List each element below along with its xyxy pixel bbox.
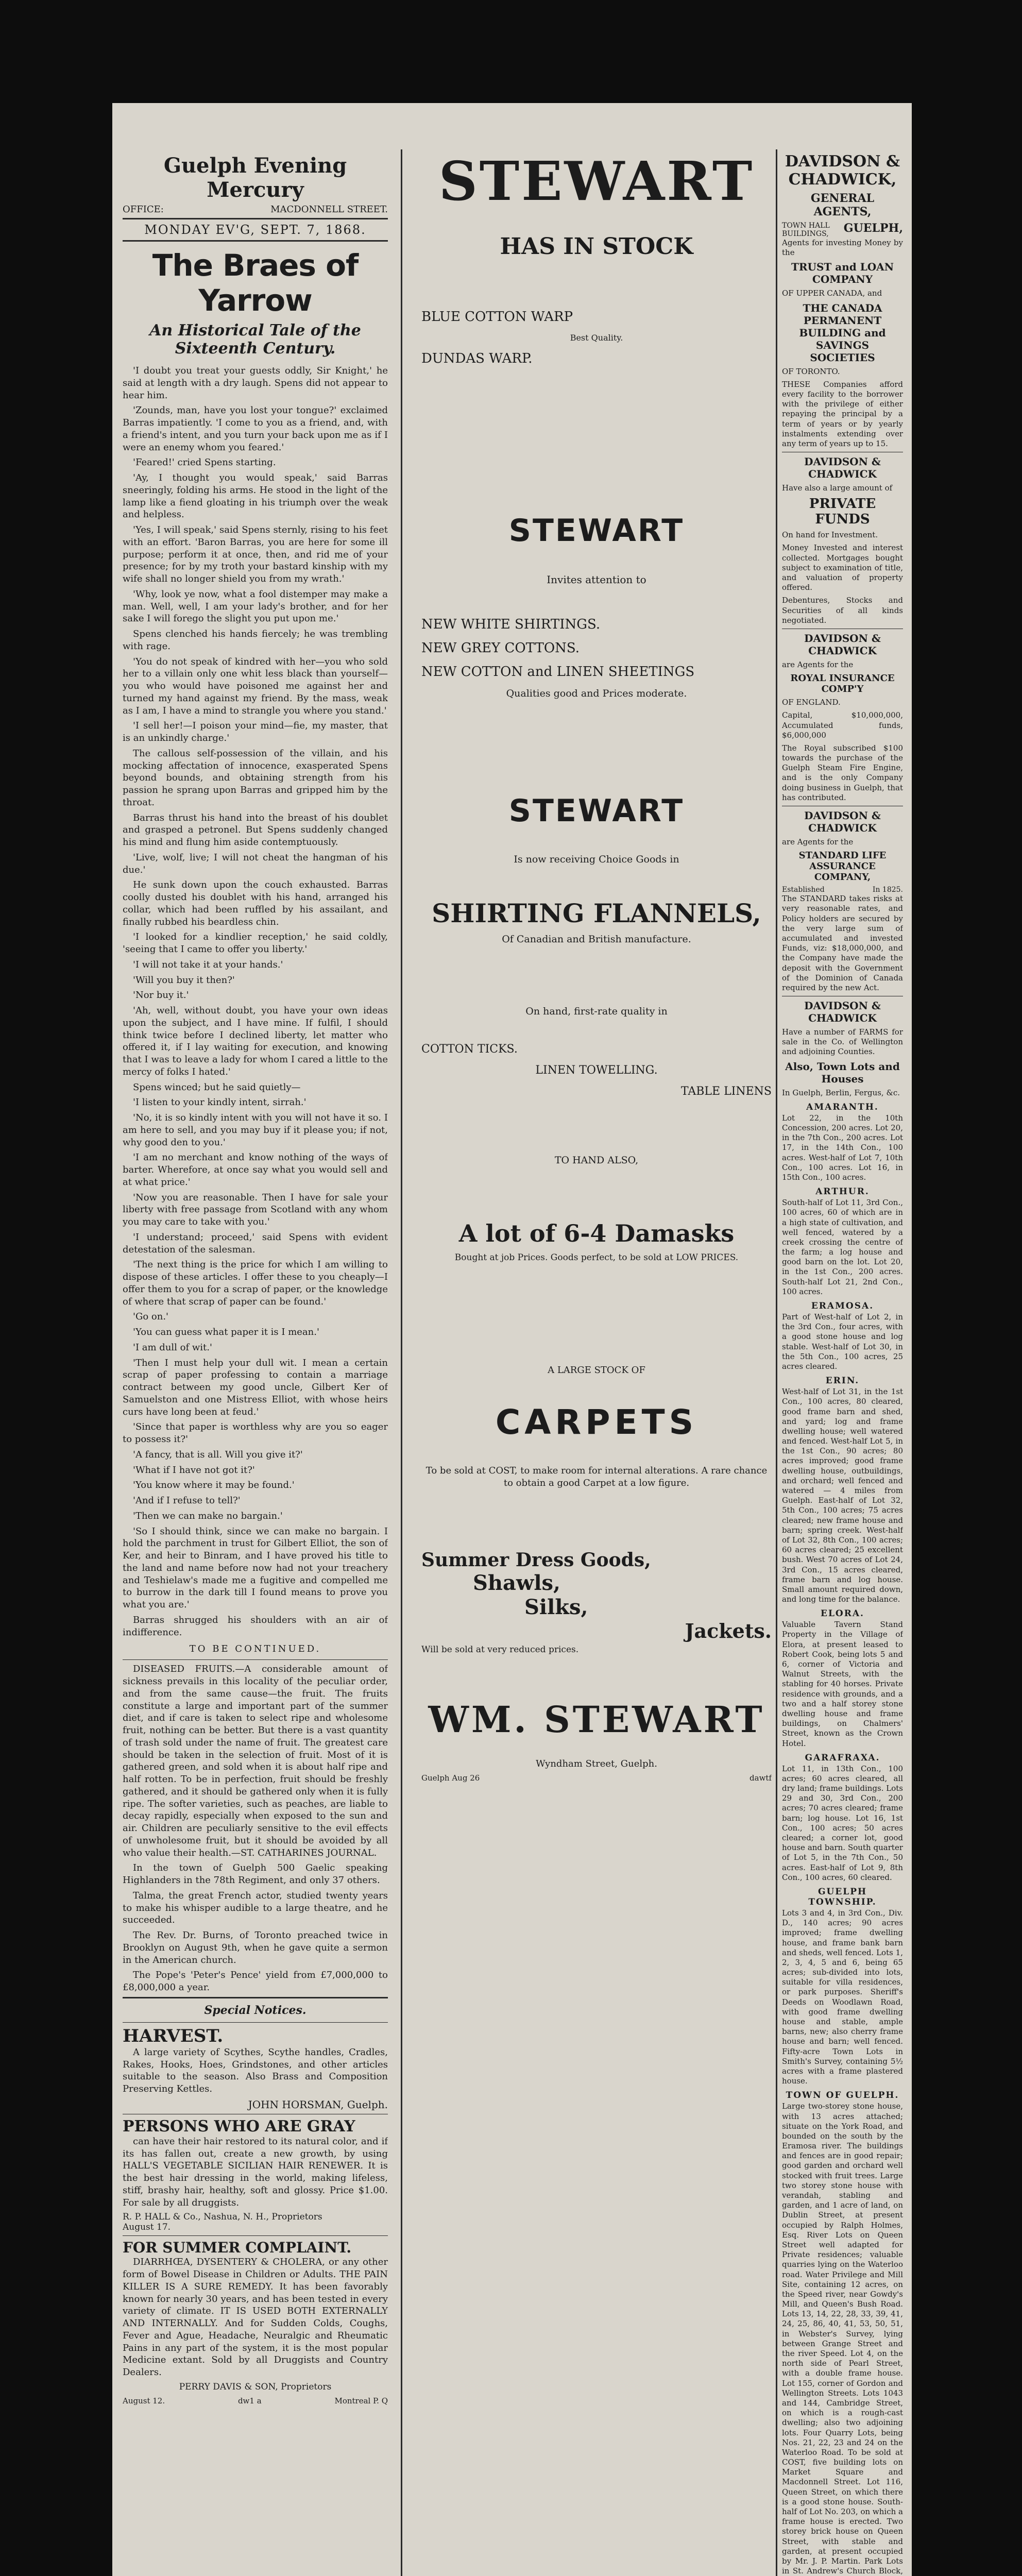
dc-town-lots: Also, Town Lots and Houses [785, 1060, 900, 1085]
bought-job: Bought at job Prices. Goods perfect, to be sold at LOW PRICES. [454, 1252, 739, 1263]
has-in-stock: HAS IN STOCK [500, 233, 693, 260]
dc-city: GUELPH, [843, 222, 903, 235]
dc-name-2: DAVIDSON & CHADWICK [804, 455, 881, 481]
stewart-footer-right: dawtf [750, 1773, 772, 1783]
story-paragraph: 'You can guess what paper it is I mean.' [133, 1327, 319, 1337]
place-listing: Valuable Tavern Stand Property in the Village of Elora, at present leased to Robert Cook, being lots 5 and 6, corner of Victoria and Walnut Streets, with the stabling for 40 horses. Private residence with grounds, and a two and a half storey stone dwelling house and frame buildings, on Chalmers' Street, known as the Crown Hotel. [782, 1620, 903, 1748]
dc-companies: THESE Companies afford every facility to the borrower with the privilege of either repaying the principal by a term of years or by yearly instalments extending over any term of years up to 15. [782, 379, 903, 448]
dc-of-toronto: OF TORONTO. [782, 366, 840, 376]
column-stewart [421, 149, 772, 2576]
gray-title: PERSONS WHO ARE GRAY [123, 2117, 355, 2136]
column-editorial [123, 149, 388, 2576]
large-stock: A LARGE STOCK OF [548, 1365, 645, 1376]
to-be-continued: TO BE CONTINUED. [189, 1643, 321, 1655]
story-paragraph: 'A fancy, that is all. Will you give it?' [133, 1449, 303, 1460]
story-paragraph: 'So I should think, since we can make no bargain. I hold the parchment in trust for Gilbert Elliot, the son of Ker, and heir to Binram, and I have proved his title to the land and name before now had not your treachery and Teshielaw's made me a fugitive and compelled me to burrow in the dark till I found means to prove you what you are.' [123, 1526, 388, 1610]
stewart-footer-left: Guelph Aug 26 [421, 1773, 480, 1783]
dc-of-england: OF ENGLAND. [782, 698, 841, 707]
linen-towelling: LINEN TOWELLING. [535, 1064, 658, 1077]
masthead-title: Guelph Evening Mercury [163, 154, 347, 202]
story-paragraph: The callous self-possession of the villain, and his mocking affectation of innocence, exasperated Spens beyond bounds, and obtaining strength from his passion he sprang upon Barras and gripped him by the throat. [123, 748, 388, 808]
story-paragraph: 'Nor buy it.' [133, 990, 189, 1001]
dc-title: DAVIDSON & CHADWICK, [785, 152, 900, 189]
office-street: MACDONNELL STREET. [270, 204, 388, 215]
story-paragraph: 'Then we can make no bargain.' [133, 1510, 283, 1521]
jackets: Jackets. [685, 1619, 772, 1642]
dc-trust: TRUST and LOAN COMPANY [791, 261, 894, 286]
story-headline: The Braes of Yarrow [152, 248, 359, 318]
to-hand-also: TO HAND ALSO, [554, 1155, 639, 1166]
place-heading: ERAMOSA. [811, 1301, 874, 1311]
story-paragraph: 'Why, look ye now, what a fool distemper may make a man. Well, well, I am your lady's brother, and for her sake I will forego the slight you put upon me.' [123, 588, 388, 624]
story-paragraph: 'The next thing is the price for which I am willing to dispose of these articles. I offer these to you cheaply—I offer them to you for a scrap of paper, or the knowledge of where that scrap of paper can be found.' [123, 1259, 388, 1307]
dc-money: Money Invested and interest collected. Mortgages bought subject to examination of title, and valuation of property offered. [782, 543, 903, 592]
story-paragraph: He sunk down upon the couch exhausted. Barras coolly dusted his doublet with his hand, arranged his collar, which had been ruffled by his assailant, and finally rubbed his beardless chin. [123, 879, 388, 927]
dc-agents-standard: are Agents for the [782, 837, 854, 846]
story-paragraph: 'Go on.' [133, 1311, 168, 1323]
story-paragraph: 'And if I refuse to tell?' [133, 1495, 241, 1506]
dundas-warp: DUNDAS WARP. [421, 351, 533, 366]
place-heading: TOWN OF GUELPH. [786, 2090, 899, 2101]
dc-established-row [782, 886, 903, 894]
carpets-note: To be sold at COST, to make room for internal alterations. A rare chance to obtain a good Carpet at a low figure. [425, 1465, 768, 1488]
gray-date: August 17. [123, 2222, 171, 2233]
story-paragraph: 'I understand; proceed,' said Spens with evident detestation of the salesman. [123, 1231, 388, 1255]
dc-royal-body: The Royal subscribed $100 towards the purchase of the Guelph Steam Fire Engine, and is the only Company doing business in Guelph, that has contributed. [782, 743, 903, 802]
special-notices-heading: Special Notices. [204, 2003, 306, 2017]
column-davidson [782, 149, 903, 2576]
place-heading: ARTHUR. [815, 1187, 870, 1197]
canadian-british: Of Canadian and British manufacture. [502, 934, 691, 945]
stewart-footer [421, 1773, 772, 1783]
story-paragraph: 'I am dull of wit.' [133, 1342, 212, 1353]
dc-name-4: DAVIDSON & CHADWICK [804, 809, 881, 834]
story-body [123, 365, 388, 1638]
invites-attention: Invites attention to [547, 573, 646, 586]
place-listing: Large two-storey stone house, with 13 acres attached; situate on the York Road, and bounded on the south by the Eramosa river. The buildings and fences are in good repair; good garden and orchard well stocked with fruit trees. Large two storey stone house with verandah, stabling and garden, and 1 acre of land, on Dublin Street, at present occupied by Ralph Holmes, Esq. River Lots on Queen Street well adapted for Private residences; valuable quarries lying on the Waterloo road. Water Privilege and Mill Site, containing 12 acres, on the Speed river, near Gowdy's Mill, and Queen's Bush Road. Lots 13, 14, 22, 28, 33, 39, 41, 24, 25, 86, 40, 41, 53, 50, 51, in Webster's Survey, lying between Grange Street and the river Speed. Lot 4, on the north side of Pearl Street, with a double frame house. Lot 155, corner of Gordon and Wellington Streets. Lots 1043 and 144, Cambridge Street, on which is a rough-cast dwelling; also two adjoining lots. Four Quarry Lots, being Nos. 21, 22, 23 and 24 on the Waterloo Road. To be sold at COST, five building lots on Market Square and Macdonnell Street. Lot 116, Queen Street, on which there is a good stone house. South-half of Lot No. 203, on which a frame house is erected. Two storey brick house on Queen Street, with stable and garden, at present occupied by Mr. J. P. Martin. Park Lots in St. Andrew's Church Block, [782, 2102, 903, 2576]
story-paragraph: 'Then I must help your dull wit. I mean a certain scrap of paper professing to contain a marriage contract between my good uncle, Gilbert Ker of Samuelston and one Mistress Elliot, with whose heirs curs have long been at feud.' [123, 1357, 388, 1417]
dc-debentures: Debentures, Stocks and Securities of all kinds negotiated. [782, 596, 903, 625]
dc-permanent: THE CANADA PERMANENT BUILDING and SAVINGS SOCIETIES [799, 301, 886, 364]
stewart-name-3: STEWART [508, 793, 685, 829]
summer-footer [123, 2396, 388, 2405]
dc-subtitle: GENERAL AGENTS, [810, 192, 875, 218]
place-listing: Lots 3 and 4, in 3rd Con., Div. D., 140 acres; 90 acres improved; frame dwelling house, and frame bank barn and sheds, well fenced. Lots 1, 2, 3, 4, 5 and 6, being 65 acres; sub-divided into lots, suitable for villa residences, or park purposes. Sheriff's Deeds on Woodlawn Road, with good frame dwelling house and stable, ample barns, new; also cherry frame house and barn; well fenced. Fifty-acre Town Lots in Smith's Survey, containing 5½ acres with a frame plastered house. [782, 1908, 903, 2086]
receiving-goods: Is now receiving Choice Goods in [514, 854, 679, 865]
wm-stewart: WM. STEWART [428, 1698, 765, 1741]
newspaper-page [112, 103, 912, 2576]
dc-have-also: Have also a large amount of [782, 483, 893, 493]
story-paragraph: 'I listen to your kindly intent, sirrah.' [133, 1097, 306, 1108]
story-paragraph: 'Will you buy it then?' [133, 974, 235, 986]
dc-standard: STANDARD LIFE ASSURANCE COMPANY, [798, 850, 887, 883]
summer-dress: Summer Dress Goods, [421, 1549, 651, 1571]
place-listing: West-half of Lot 31, in the 1st Con., 100 acres, 80 cleared, good frame barn and shed, and yard; log and frame dwelling house; well watered and fenced. West-half Lot 5, in the 1st Con., 90 acres; 80 acres improved; good frame dwelling house, outbuildings, and orchard; well fenced and watered — 4 miles from Guelph. East-half of Lot 32, 5th Con., 100 acres; 75 acres cleared; new frame house and barn; spring creek. West-half of Lot 32, 8th Con., 100 acres; 60 acres cleared; 25 excellent bush. West 70 acres of Lot 24, 3rd Con., 15 acres cleared, frame barn and log house. Small amount required down, and long time for the balance. [782, 1387, 903, 1604]
story-paragraph: 'Ay, I thought you would speak,' said Barras sneeringly, folding his arms. He stood in the light of the lamp like a fiend gloating in his triumph over the weak and helpless. [123, 472, 388, 520]
place-listing: Lot 11, in 13th Con., 100 acres; 60 acres cleared, all dry land; frame buildings. Lots 29 and 30, 3rd Con., 200 acres; 70 acres cleared; frame barn; log house. Lot 16, 1st Con., 100 acres; 50 acres cleared; a corner lot, good house and barn. South quarter of Lot 5, in the 7th Con., 50 acres. East-half of Lot 9, 8th Con., 100 acres, 60 cleared. [782, 1764, 903, 1882]
column-rule-left [401, 149, 402, 2576]
summer-firm: PERRY DAVIS & SON, Proprietors [179, 2381, 332, 2392]
summer-body: DIARRHŒA, DYSENTERY & CHOLERA, or any other form of Bowel Disease in Children or Adults. THE PAIN KILLER IS A SURE REMEDY. It has been favorably known for nearly 30 years, and has been tested in every variety of climate. IT IS USED BOTH EXTERNALLY AND INTERNALLY. And for Sudden Colds, Coughs, Fever and Ague, Headache, Neuralgic and Rheumatic Pains in any part of the system, it is the most popular Medicine extant. Sold by all Druggists and Country Dealers. [123, 2257, 388, 2378]
harvest-body: A large variety of Scythes, Scythe handles, Cradles, Rakes, Hooks, Hoes, Grindstones, and other articles suitable to the season. Also Brass and Composition Preserving Kettles. [123, 2046, 388, 2094]
harvest-signature: JOHN HORSMAN, Guelph. [248, 2098, 388, 2111]
linen-sheetings: NEW COTTON and LINEN SHEETINGS [421, 664, 695, 680]
summer-footer-right: Montreal P. Q [334, 2396, 388, 2405]
dc-on-hand: On hand for Investment. [782, 530, 878, 540]
gray-firm: R. P. HALL & Co., Nashua, N. H., Proprietors [123, 2212, 322, 2223]
summer-footer-left: August 12. [123, 2396, 165, 2405]
story-paragraph: 'Zounds, man, have you lost your tongue?' exclaimed Barras impatiently. 'I come to you as a friend, and, with a friend's intent, and you turn your back upon me as if I were an enemy whom you feared.' [123, 405, 388, 453]
column-rule-right [776, 149, 777, 2576]
grey-cottons: NEW GREY COTTONS. [421, 640, 580, 656]
shawls: Shawls, [473, 1570, 560, 1595]
reduced-prices: Will be sold at very reduced prices. [421, 1644, 579, 1655]
story-paragraph: 'You do not speak of kindred with her—you who sold her to a villain only one whit less black than yourself—you who would have poisoned me against her and turned my hand against my friend. By the mass, weak as I am, I have a mind to strangle you where you stand.' [123, 656, 388, 716]
damasks: A lot of 6-4 Damasks [458, 1219, 735, 1247]
office-label: OFFICE: [123, 204, 164, 215]
story-subhead: An Historical Tale of the Sixteenth Century. [149, 321, 361, 358]
dc-capital: Capital, $10,000,000, Accumulated funds, $6,000,000 [782, 710, 903, 740]
story-paragraph: 'What if I have not got it?' [133, 1464, 255, 1476]
summer-footer-mid: dw1 a [237, 2396, 262, 2405]
story-paragraph: 'You know where it may be found.' [133, 1480, 295, 1491]
story-paragraph: 'Ah, well, without doubt, you have your own ideas upon the subject, and I have mine. If fulfil, I should think twice before I declined liberty, let matter who offered it, if I lay waiting for execution, and knowing that I was to leave a lady for whom I cared a little to the mercy of folks I hated.' [123, 1005, 388, 1077]
story-paragraph: 'Yes, I will speak,' said Spens sternly, rising to his feet with an effort. 'Baron Barras, you are here for some ill purpose; perform it at once, then, and rid me of your presence; for by my troth your bastard kinship with my wife shall no longer shield you from my wrath.' [123, 524, 388, 584]
dc-name-3: DAVIDSON & CHADWICK [804, 632, 881, 657]
dc-in-guelph: In Guelph, Berlin, Fergus, &c. [782, 1088, 900, 1097]
story-paragraph: Spens winced; but he said quietly— [133, 1081, 301, 1093]
dc-est-year: In 1825. [872, 886, 903, 894]
gray-body: can have their hair restored to its natural color, and if its has fallen out, create a new growth, by using HALL'S VEGETABLE SICILIAN HAIR RENEWER. It is the best hair dressing in the world, making lifeless, stiff, brashy hair, healthy, soft and glossy. Price $1.00. For sale by all druggists. [123, 2136, 388, 2208]
dc-farms: Have a number of FARMS for sale in the Co. of Wellington and adjoining Counties. [782, 1027, 903, 1057]
blue-warp: BLUE COTTON WARP [421, 309, 573, 325]
wyndham-street: Wyndham Street, Guelph. [536, 1758, 657, 1769]
cotton-ticks: COTTON TICKS. [421, 1043, 518, 1056]
story-paragraph: Spens clenched his hands fiercely; he was trembling with rage. [123, 629, 388, 652]
dc-agents-royal: are Agents for the [782, 659, 854, 669]
silks: Silks, [524, 1595, 588, 1619]
dc-standard-body: The STANDARD takes risks at very reasonable rates, and Policy holders are secured by the very large sum of accumulated and invested Funds, viz: $18,000,000, and the Company have made the deposit with the Government of the Dominion of Canada required by the new Act. [782, 894, 903, 992]
summer-title: FOR SUMMER COMPLAINT. [123, 2239, 352, 2257]
story-paragraph: Barras thrust his hand into the breast of his doublet and grasped a petronel. But Spens suddenly changed his mind and flung him aside contemptuously. [123, 812, 388, 848]
harvest-title: HARVEST. [123, 2025, 224, 2046]
story-paragraph: 'I looked for a kindlier reception,' he said coldly, 'seeing that I came to offer you liberty.' [123, 931, 388, 955]
on-hand: On hand, first-rate quality in [525, 1006, 668, 1017]
highland-item: In the town of Guelph 500 Gaelic speaking Highlanders in the 78th Regiment, and only 37 others. [123, 1862, 388, 1886]
place-heading: GUELPH TOWNSHIP. [808, 1886, 877, 1907]
dc-name-5: DAVIDSON & CHADWICK [804, 999, 881, 1025]
burns-item: The Rev. Dr. Burns, of Toronto preached twice in Brooklyn on August 9th, when he gave quite a sermon in the American church. [123, 1930, 388, 1965]
dc-address [782, 222, 903, 238]
qualities-good: Qualities good and Prices moderate. [506, 688, 687, 699]
place-heading: ERIN. [825, 1376, 860, 1386]
dc-private-funds: PRIVATE FUNDS [809, 496, 876, 528]
story-paragraph: 'I am no merchant and know nothing of the ways of barter. Wherefore, at once say what you would sell and at what price.' [123, 1152, 388, 1188]
place-listing: South-half of Lot 11, 3rd Con., 100 acres, 60 of which are in a high state of cultivation, and well fenced, watered by a creek crossing the centre of the farm; a log house and good barn on the lot. Lot 20, in the 1st Con., 200 acres. South-half Lot 21, 2nd Con., 100 acres. [782, 1198, 903, 1296]
story-paragraph: 'Since that paper is worthless why are you so eager to possess it?' [123, 1421, 388, 1445]
pope-item: The Pope's 'Peter's Pence' yield from £7,000,000 to £8,000,000 a year. [123, 1970, 388, 1993]
place-heading: GARAFRAXA. [805, 1752, 880, 1763]
place-heading: AMARANTH. [806, 1101, 879, 1112]
shirting-flannels: SHIRTING FLANNELS, [432, 898, 761, 928]
story-paragraph: 'I doubt you treat your guests oddly, Sir Knight,' he said at length with a dry laugh. Spens did not appear to hear him. [123, 365, 388, 401]
story-paragraph: 'Feared!' cried Spens starting. [133, 457, 276, 468]
dc-of-upper: OF UPPER CANADA, and [782, 289, 882, 298]
masthead-office [123, 204, 388, 215]
story-paragraph: 'I will not take it at your hands.' [133, 959, 283, 970]
place-heading: ELORA. [821, 1608, 864, 1619]
table-linens: TABLE LINENS [680, 1085, 772, 1098]
dc-places [782, 1102, 903, 2576]
story-paragraph: Barras shrugged his shoulders with an air of indifference. [123, 1614, 388, 1638]
talma-item: Talma, the great French actor, studied twenty years to make his whisper audible to a large theatre, and he succeeded. [123, 1890, 388, 1926]
dc-established: Established [782, 886, 825, 894]
carpets: CARPETS [495, 1402, 698, 1442]
fruit-article: DISEASED FRUITS.—A considerable amount of sickness prevails in this locality of the peculiar order, and from the same cause—the fruit. The fruits constitute a large and important part of the summer diet, and if care is taken to select ripe and wholesome fruit, nothing can be better. But there is a vast quantity of trash sold under the name of fruit. The greatest care should be taken in the selection of fruit. Most of it is gathered green, and sold when it is about half ripe and half rotten. To be in perfection, fruit should be freshly gathered, and it should be gathered only when it is fully ripe. The softer varieties, such as peaches, are liable to decay rapidly, especially when exposed to the sun and air. Children are peculiarly sensitive to the evil effects of unwholesome fruit, but it should be avoided by all who value their health.—ST. CATHARINES JOURNAL. [123, 1664, 388, 1858]
place-listing: Lot 22, in the 10th Concession, 200 acres. Lot 20, in the 7th Con., 200 acres. Lot 17, in the 14th Con., 100 acres. West-half of Lot 7, 10th Con., 100 acres. Lot 16, in 15th Con., 100 acres. [782, 1113, 903, 1182]
story-paragraph: 'Now you are reasonable. Then I have for sale your liberty with free passage from Scotland with any whom you may care to take with you.' [123, 1192, 388, 1227]
story-paragraph: 'I sell her!—I poison your mind—fie, my master, that is an unkindly charge.' [123, 720, 388, 743]
issue-date: MONDAY EV'G, SEPT. 7, 1868. [144, 223, 366, 237]
place-listing: Part of West-half of Lot 2, in the 3rd Con., four acres, with a good stone house and log stable. West-half of Lot 30, in the 5th Con., 100 acres, 25 acres cleared. [782, 1312, 903, 1371]
dc-royal: ROYAL INSURANCE COMP'Y [790, 673, 895, 695]
dc-agents-for: Agents for investing Money by the [782, 238, 903, 258]
best-quality: Best Quality. [570, 333, 623, 343]
dc-town-hall: TOWN HALL BUILDINGS, [782, 222, 830, 238]
stewart-name-2: STEWART [508, 513, 685, 549]
white-shirtings: NEW WHITE SHIRTINGS. [421, 617, 601, 632]
story-paragraph: 'No, it is so kindly intent with you will not have it so. I am here to sell, and you may buy if it please you; if not, why good den to you.' [123, 1112, 388, 1148]
story-paragraph: 'Live, wolf, live; I will not cheat the hangman of his due.' [123, 852, 388, 875]
stewart-name-top: STEWART [438, 149, 755, 213]
